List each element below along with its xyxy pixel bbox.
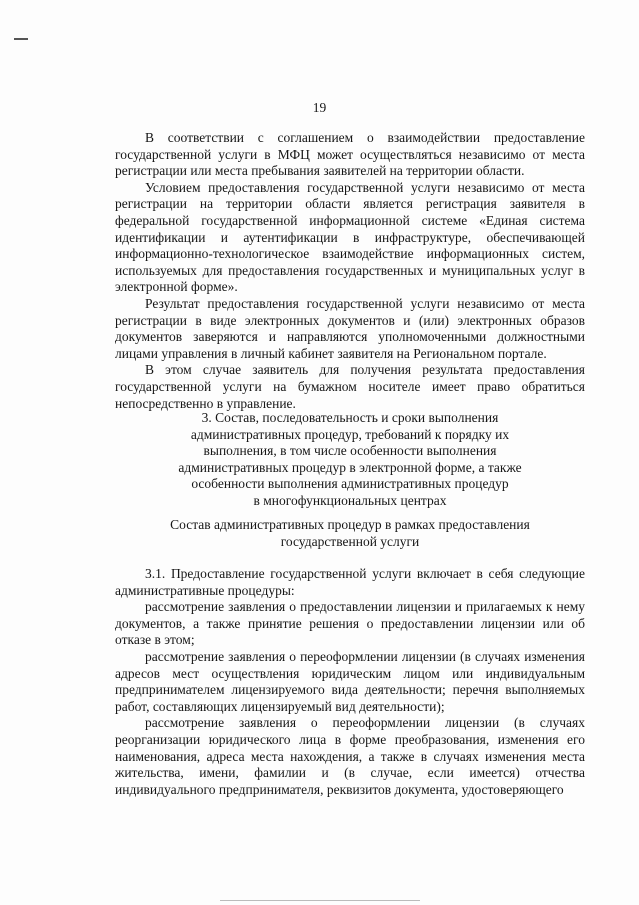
list-paragraph: рассмотрение заявления о переоформлении лицензии (в случаях изменения адресов мест осуществления юридическим лицом или индивидуальным предпринимателем лицензируемого вида деятельности; перечня выполняемых работ, составляющих лицензируемый вид деятельности); (115, 648, 585, 714)
subsection-heading-line: государственной услуги (280, 533, 420, 549)
scan-edge-line (220, 900, 420, 901)
page-number: 19 (312, 100, 327, 115)
section-heading-line: в многофункциональных центрах (253, 492, 447, 508)
section-heading (150, 410, 550, 510)
body-text-bottom (115, 566, 585, 798)
section-heading-line: особенности выполнения административных процедур (191, 476, 509, 492)
paragraph: В соответствии с соглашением о взаимодействии предоставление государственной услуги в МФЦ может осуществляться независимо от места регистрации или места пребывания заявителей на территории области. (115, 130, 585, 179)
body-text-top (115, 130, 585, 412)
section-heading-line: административных процедур, требований к порядку их (190, 426, 510, 442)
page-edge-mark (14, 38, 28, 40)
subsection-heading (150, 517, 550, 550)
paragraph: Условием предоставления государственной услуги независимо от места регистрации на территории области является регистрация заявителя в федеральной государственной информационной системе «Единая система идентификации и аутентификации в инфраструктуре, обеспечивающей информационно-технологическое взаимодействие информационных систем, используемых для предоставления государственных и муниципальных услуг в электронной форме». (115, 179, 585, 295)
list-paragraph: рассмотрение заявления о переоформлении лицензии (в случаях реорганизации юридического лица в форме преобразования, изменения его наименования, адреса места нахождения, а также в случаях изменения места жительства, имени, фамилии и (в случае, если имеется) отчества индивидуального предпринимателя, реквизитов документа, удостоверяющего (115, 715, 585, 797)
list-paragraph: рассмотрение заявления о предоставлении лицензии и прилагаемых к нему документов, а также принятие решения о предоставлении лицензии или об отказе в этом; (115, 599, 585, 648)
section-heading-line: 3. Состав, последовательность и сроки выполнения (201, 410, 499, 425)
subsection-heading-line: Состав административных процедур в рамках предоставления (170, 517, 530, 532)
section-heading-line: административных процедур в электронной форме, а также (178, 459, 522, 475)
paragraph: Результат предоставления государственной услуги независимо от места регистрации в виде электронных документов и (или) электронных образов документов заверяются и направляются уполномоченными должностными лицами управления в личный кабинет заявителя на Региональном портале. (115, 295, 585, 361)
paragraph: 3.1. Предоставление государственной услуги включает в себя следующие административные процедуры: (115, 566, 585, 598)
paragraph: В этом случае заявитель для получения результата предоставления государственной услуги на бумажном носителе имеет право обратиться непосредственно в управление. (115, 362, 585, 411)
section-heading-line: выполнения, в том числе особенности выполнения (203, 443, 497, 459)
